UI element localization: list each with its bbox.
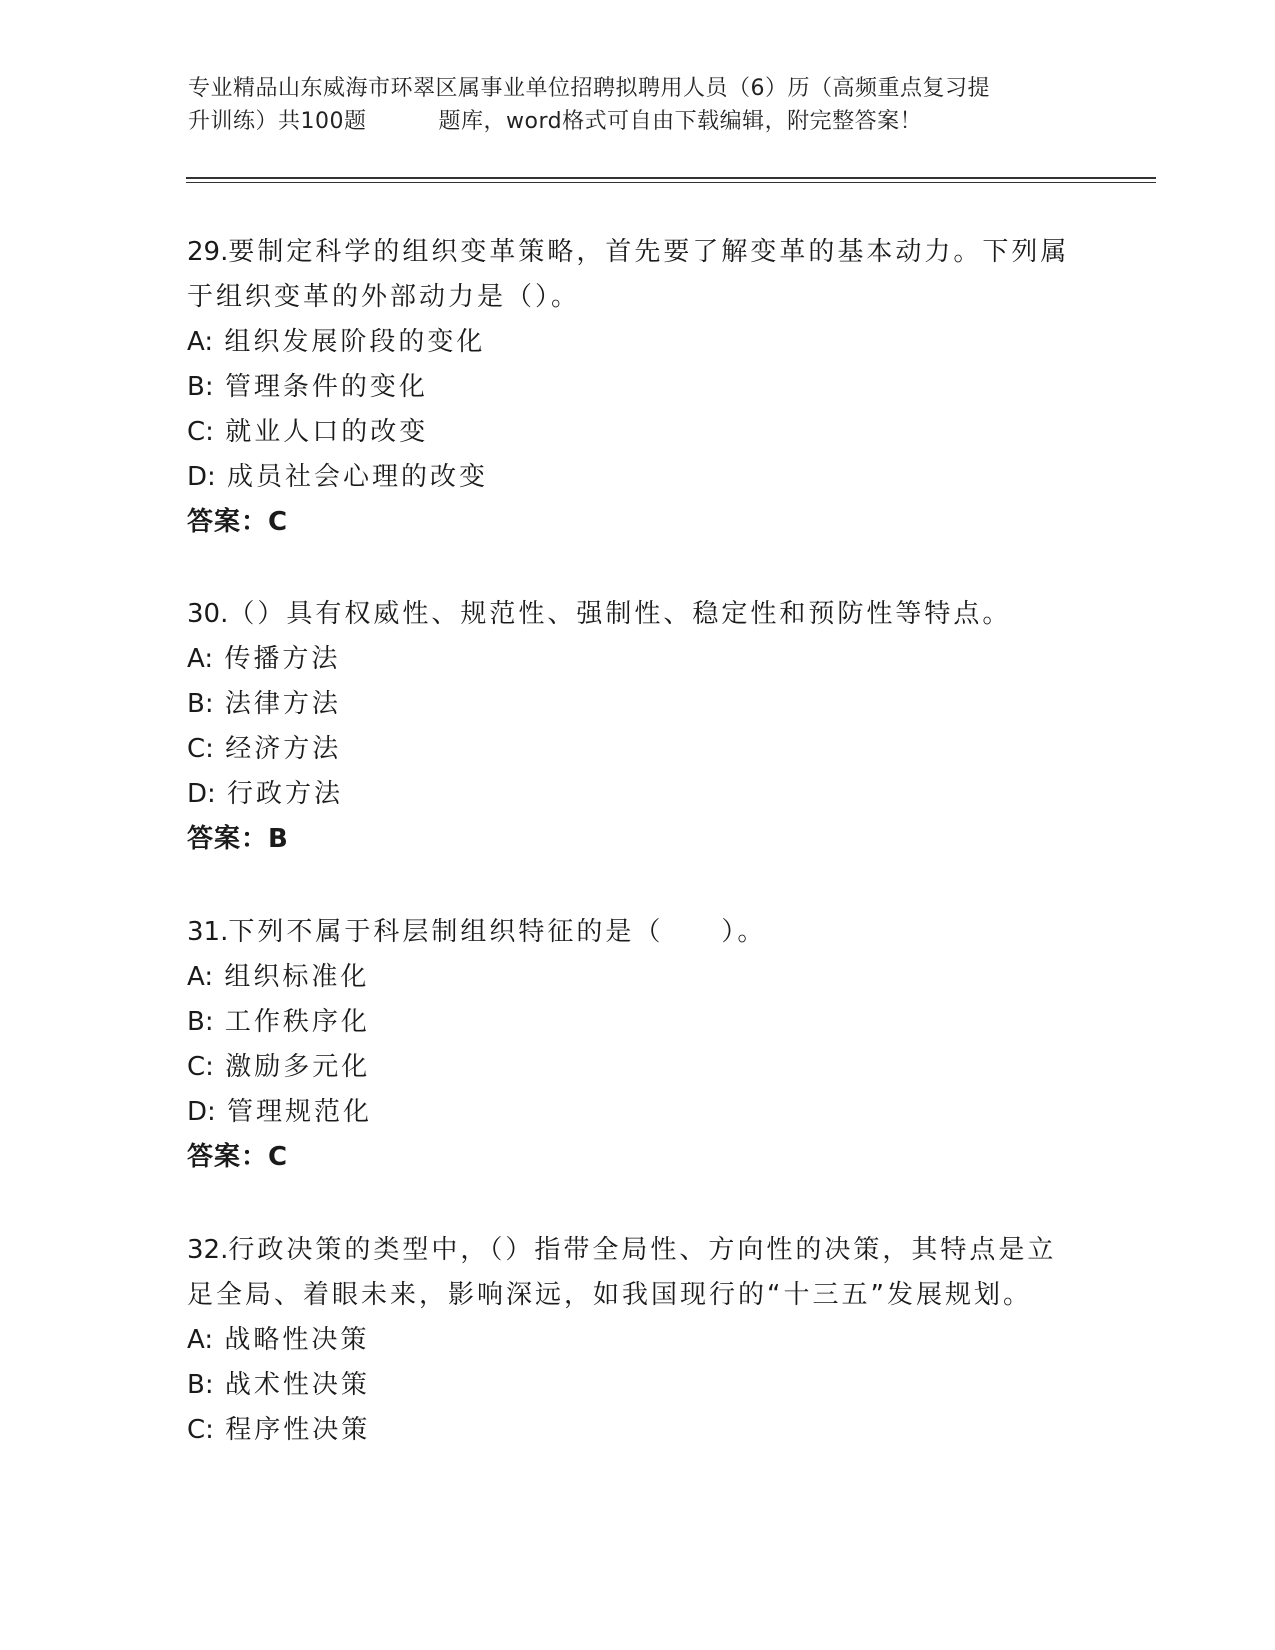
option-b: [187, 1363, 1087, 1408]
option-text: 组织标准化: [224, 962, 370, 992]
header-line-2: [188, 105, 1088, 138]
question-stem-text: 行政决策的类型中，（）指带全局性、方向性的决策，其特点是立: [228, 1235, 1057, 1265]
answer-line: 答案：C: [187, 1142, 289, 1172]
option-b: [187, 365, 1087, 410]
question-stem-line: 于组织变革的外部动力是（）。: [187, 282, 581, 312]
option-a: [187, 955, 1087, 1000]
option-text: 组织发展阶段的变化: [224, 327, 486, 357]
question-stem-text: （）具有权威性、规范性、强制性、稳定性和预防性等特点。: [228, 599, 1012, 629]
answer-line: 答案：B: [187, 824, 289, 854]
header-divider-thick: [186, 177, 1156, 179]
option-key: B:: [187, 372, 214, 402]
option-a: [187, 320, 1087, 365]
option-key: D:: [187, 779, 216, 809]
option-key: B:: [187, 1007, 214, 1037]
header-line-2-part-b: 题库，word格式可自由下载编辑，附完整答案！: [438, 109, 923, 134]
option-b: [187, 1000, 1087, 1045]
option-key: C:: [187, 734, 214, 764]
question-stem-text: 要制定科学的组织变革策略，首先要了解变革的基本动力。下列属: [228, 237, 1070, 267]
question-stem-line: 足全局、着眼未来，影响深远，如我国现行的“十三五”发展规划。: [187, 1280, 1032, 1310]
question-30: [187, 592, 1087, 862]
question-31: [187, 910, 1087, 1180]
option-text: 激励多元化: [225, 1052, 371, 1082]
option-text: 行政方法: [227, 779, 344, 809]
option-a: [187, 637, 1087, 682]
question-number: 29.: [187, 237, 229, 267]
option-key: A:: [187, 644, 214, 674]
option-text: 程序性决策: [225, 1415, 371, 1445]
option-key: A:: [187, 962, 214, 992]
option-key: B:: [187, 689, 214, 719]
question-32: [187, 1228, 1087, 1453]
option-key: D:: [187, 462, 216, 492]
option-a: [187, 1318, 1087, 1363]
option-text: 传播方法: [224, 644, 341, 674]
header-divider-thin: [186, 182, 1156, 183]
question-number: 31.: [187, 917, 229, 947]
option-text: 就业人口的改变: [225, 417, 429, 447]
question-stem-text: 下列不属于科层制组织特征的是（ ）。: [228, 917, 767, 947]
option-text: 法律方法: [224, 689, 341, 719]
option-c: [187, 410, 1087, 455]
option-c: [187, 1408, 1087, 1453]
option-text: 战略性决策: [224, 1325, 370, 1355]
option-c: [187, 1045, 1087, 1090]
option-d: [187, 772, 1087, 817]
option-c: [187, 727, 1087, 772]
document-header: [188, 72, 1088, 138]
option-text: 成员社会心理的改变: [227, 462, 489, 492]
option-text: 管理条件的变化: [224, 372, 428, 402]
option-text: 工作秩序化: [224, 1007, 370, 1037]
question-number: 32.: [187, 1235, 229, 1265]
question-stem-line: [187, 592, 1087, 637]
header-line-1: 专业精品山东威海市环翠区属事业单位招聘拟聘用人员（6）历（高频重点复习提: [188, 76, 990, 101]
answer-line: 答案：C: [187, 507, 289, 537]
option-d: [187, 455, 1087, 500]
option-text: 管理规范化: [227, 1097, 373, 1127]
option-key: B:: [187, 1370, 214, 1400]
question-stem-line: [187, 230, 1087, 275]
option-key: A:: [187, 1325, 214, 1355]
option-key: C:: [187, 1052, 214, 1082]
header-line-2-part-a: 升训练）共100题: [188, 109, 367, 134]
option-text: 战术性决策: [224, 1370, 370, 1400]
option-b: [187, 682, 1087, 727]
option-d: [187, 1090, 1087, 1135]
question-29: [187, 230, 1087, 545]
option-key: C:: [187, 417, 214, 447]
question-stem-line: [187, 1228, 1087, 1273]
option-key: A:: [187, 327, 214, 357]
option-key: C:: [187, 1415, 214, 1445]
question-number: 30.: [187, 599, 229, 629]
option-key: D:: [187, 1097, 216, 1127]
question-stem-line: [187, 910, 1087, 955]
option-text: 经济方法: [225, 734, 342, 764]
